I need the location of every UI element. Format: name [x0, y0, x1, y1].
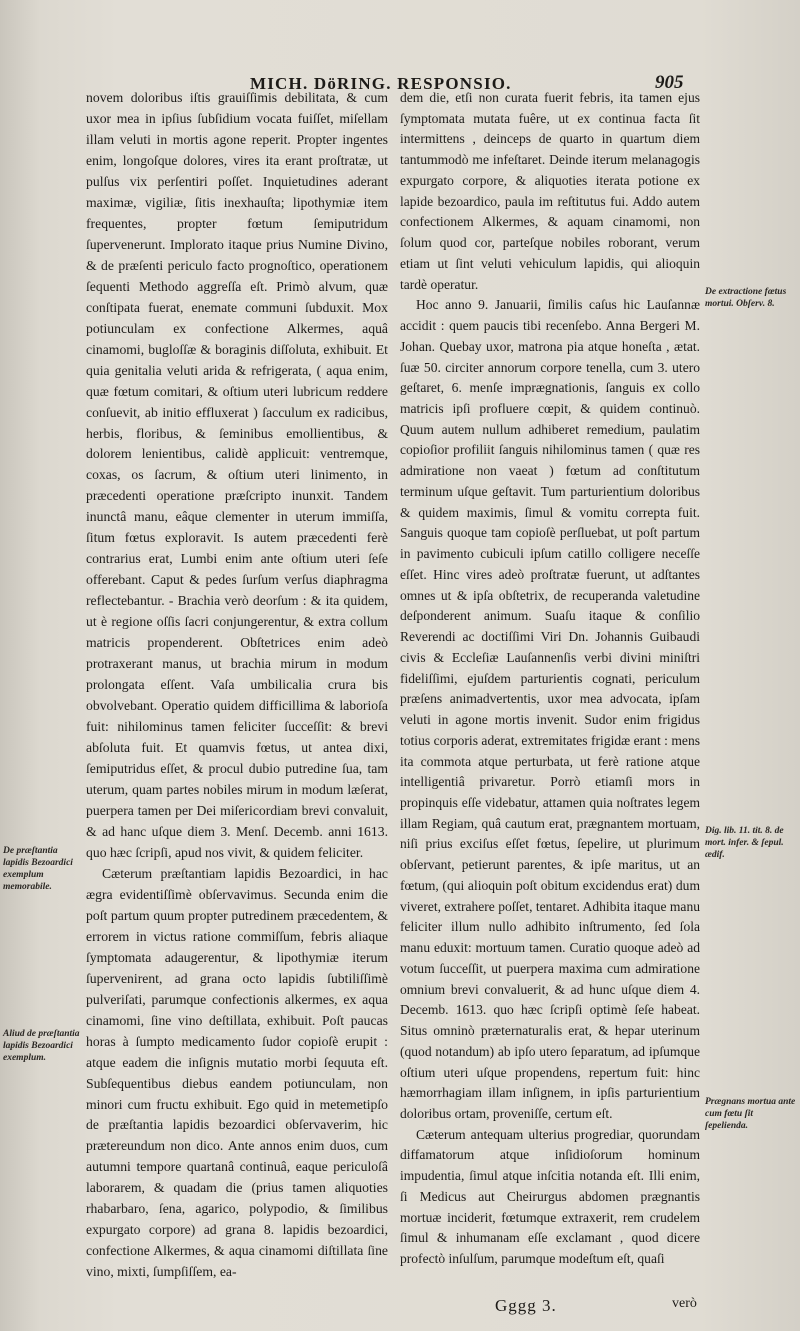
- catchword: verò: [672, 1296, 697, 1311]
- margin-note-right: Prægnans mortua ante cum fœtu ſit ſepelienda.: [705, 1097, 796, 1131]
- paragraph: Cæterum præſtantiam lapidis Bezoardici, in hac ægra evidentiſſimè obſervavimus. Secunda enim die poſt partum quum propter putredinem præcedentem, & errorem in victus ratione commiſſum, febris aliaque ſymptomata adaugerentur, & lipothymiæ iterum ſupervenirent, ad grana octo lapidis ſubtiliſſimè pulveriſati, parumque confectionis alkermes, ex aqua cinamomi, ſine vino deſtillata, exhibuit. Poſt paucas horas à ſumpto medicamento ſudor copioſè erupit : atque eadem die inſignis mutatio morbi ſequuta eſt. Subſequentibus diebus eandem potiunculam, non minori cum fructu exhibuit. Ego quid in metemetipſo de præſtantia lapidis bezoardici obſervaverim, hic prætereundum non dico. Ante annos enim duos, cum autumni tempore quartanâ continuâ, eaque periculoſâ laborarem, & quadam die (prius tamen aliquoties rhabarbaro, ſena, agarico, polypodio, & ſimilibus expurgato corpore) ad grana 8. lapidis bezoardici, confectione Alkermes, & aqua cinamomi diſtillata ſine vino, mixti, ſumpſiſſem, ea-: [86, 865, 388, 1280]
- margin-note-right: De extractione fœtus mortui. Obſerv. 8.: [705, 287, 787, 309]
- left-text-column: [86, 88, 388, 1283]
- paragraph: Cæterum antequam ulterius progrediar, quorundam diffamatorum atque inſidioſorum hominum impudentia, ſimul atque inſcitia notanda eſt. Illi enim, ſi Medicus aut Cheirurgus abdomen prægnantis mortuæ inciderit, fœtumque extraxerit, rem crudelem ſimul & inhumanam eſſe exclamant , quod dicere profectò inſulſum, parumque modeſtum eſt, quaſi: [400, 1126, 700, 1267]
- running-title: MICH. DöRING. RESPONSIO.: [250, 74, 512, 93]
- paragraph: dem die, etſi non curata fuerit febris, ita tamen ejus ſymptomata mutata fuêre, ut ex continua facta ſit intermittens , deinceps de quarto in quartum diem tantummodò me infeſtaret. Deinde iterum melanagogis expurgato corpore, & aliquoties iterata potione ex lapide bezoardico, paula im reſtitutus fui. Addo autem confectionem Alkermes, & aquam cinamomi, non ſolum quod cor, parteſque nobiles roborant, verum etiam ut ſint veluti vehiculum lapidis, qui alioquin tardè operatur.: [400, 90, 700, 292]
- paragraph: novem doloribus iſtis grauiſſimis debilitata, & cum uxor mea in ipſius ſubſidium vocata fuiſſet, miſellam illam veluti in mortis agone reperit. Propter ingentes enim, longoſque dolores, vires ita erant proſtratæ, ut pulſus vix perſentiri poſſet. Inquietudines aderant maximæ, vigiliæ, ſitis inexhauſta; lipothymiæ item frequentes, propter fœtum ſemiputridum ſupervenerunt. Implorato itaque prius Numine Divino, & de præſenti periculo facto prognoſtico, operationem ſequenti Methodo aggreſſa eſt. Primò alvum, quæ conſtipata fuerat, enemate communi ſubduxit. Mox potiunculam ex confectione Alkermes, aquâ cinamomi, bugloſſæ & boraginis diſſoluta, exhibuit. Et quia genitalia veluti arida & refrigerata, ( aqua enim, quæ fœtum comitari, & oſtium uteri lubricum reddere conſuevit, ab initio effluxerat ) ſacculum ex radicibus, herbis, floribus, & ſeminibus emollientibus, & dolorem lenientibus, calidè applicuit: ventremque, coxas, os ſacrum, & oſtium uteri linimento, in præcedenti operatione præſcripto inunxit. Tandem inunctâ manu, eâque clementer in uterum immiſſa, ſitum fœtus exploravit. Is autem præcedenti ferè contrarius erat, Lumbi enim ante oſtium uteri ſeſe offerebant. Caput & pedes ſurſum verſus diaphragma reflectebantur. - Brachia verò deorſum : & ita quidem, ut è regione oſſis ſacri conjungerentur, & extra collum matricis propenderent. Obſtetrices enim adeò protraxerant manus, ut brachia mirum in modum prolongata eſſent. Vaſa umbilicalia crura bis obvolvebant. Operatio quidem difficillima & laborioſa fuit: nihilominus tamen feliciter ſucceſſit: & brevi abſoluta fuit. Et quamvis fœtus, ut antea dixi, ſemiputridus eſſet, & procul dubio putredine ſua, tam uterum, quam partes nobiles mirum in modum læſerat, puerpera tamen per Dei miſericordiam brevi convaluit, & ad hanc uſque diem 3. Menſ. Decemb. anni 1613. quo hæc ſcripſi, apud nos vivit, & quidem feliciter.: [86, 90, 388, 860]
- page-number: 905: [655, 72, 684, 93]
- page-footer: [0, 1296, 800, 1326]
- right-text-column: [400, 88, 700, 1270]
- signature-mark: Gggg 3.: [495, 1296, 557, 1315]
- margin-note-left: Aliud de præſtantia lapidis Bezoardici exemplum.: [3, 1029, 80, 1063]
- margin-note-right: Dig. lib. 11. tit. 8. de mort. infer. & ſepul. ædif.: [705, 826, 784, 860]
- margin-note-left: De præſtantia lapidis Bezoardici exemplum memorabile.: [3, 846, 73, 892]
- paragraph: Hoc anno 9. Januarii, ſimilis caſus hic Lauſannæ accidit : quem paucis tibi recenſebo. Anna Bergeri M. Johan. Quebay uxor, matrona pia atque honeſta , ætat. ſuæ 50. circiter annorum corpore tenella, cum 3. utero geſtaret, 6. menſe imprægnationis, ſanguis ex collo matricis ipſi profluere cœpit, & quidem continuò. Quum autem nullum adhiberet remedium, paulatim copioſior profiliit ſanguis nihilominus tamen ( quæ res admiratione non vaeat ) fœtum ad conſtitutum terminum uſque geſtavit. Tum parturientium doloribus & quidem maximis, ſimul & vomitu correpta fuit. Sanguis quoque tam copioſè perſluebat, ut poſt partum in pavimento cubiculi ipſum catillo colligere neceſſe eſſet. Hinc vires adeò proſtratæ fuerunt, ut adſtantes omnes ut & ipſa obſtetrix, de recuperanda valetudine deſponderent animum. Suaſu itaque & conſilio Reverendi ac doctiſſimi Viri Dn. Johannis Guibaudi civis & Eccleſiæ Lauſannenſis verbi divini miniſtri fideliſſimi, ejuſdem parturientis cognati, periculum præſens animadvertentis, uxor mea advocata, ipſam veluti in agone mortis invenit. Sudor enim frigidus totius corporis aderat, extremitates frigidæ erant : mens ita commota atque perturbata, ut ferè ratione atque intelligentiâ privaretur. Porrò etiamſi mors in propinquis eſſe videbatur, attamen quia noſtrates legem illam Regiam, quâ cautum erat, prægnantem mortuam, niſi prius exciſus eſſet fœtus, ſepelire, ut plurimum obſervant, petierunt parentes, & ipſe maritus, ut an fœtum, (qui alioquin poſt obitum excidendus erat) dum viveret, extrahere poſſet, tentaret. Adhibita itaque manu feliciter illum nullo adhibito inſtrumento, ſed ſola manu eduxit: mortuum tamen. Curatio quoque adeò ad votum ſucceſſit, ut puerpera maxima cum admiratione omnium brevi convaluerit, & ad hunc uſque diem 4. Decemb. 1613. quo hæc ſcripſi optimè ſeſe habeat. Situs omninò præternaturalis erat, & hepar uterinum (quod notandum) ab ipſo utero ſeparatum, ad ipſumque oſtium uteri uſque propendens, repertum fuit: hinc hæmorrhagiam illam inſignem, in ipſis parturientium doloribus ortam, proveniſſe, certum eſt.: [400, 297, 700, 1121]
